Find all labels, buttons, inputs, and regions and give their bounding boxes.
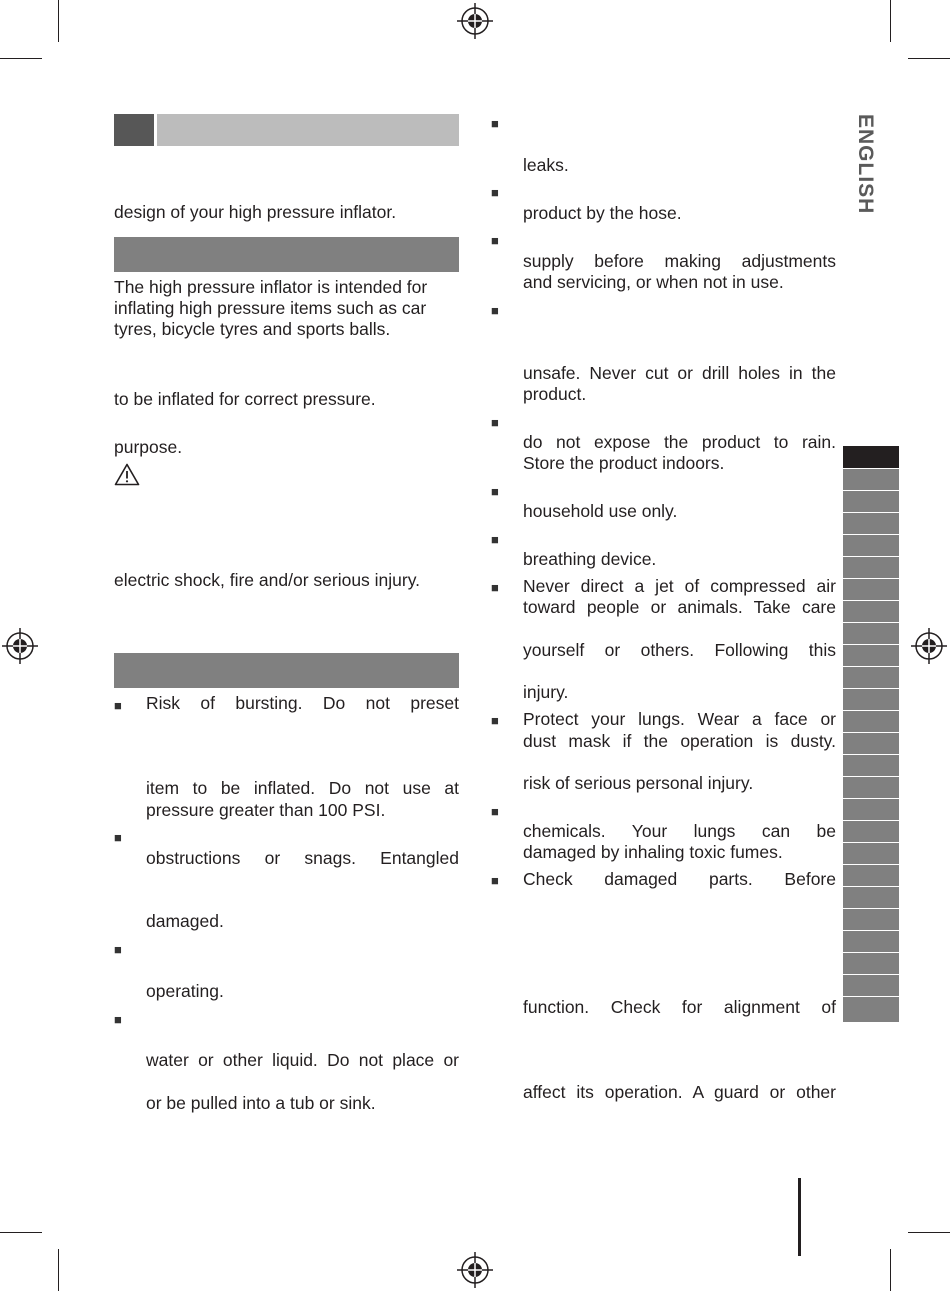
paragraph-text: to be inflated for correct pressure.: [114, 389, 376, 409]
thumb-tab: [843, 755, 899, 776]
bullet-icon: ■: [491, 415, 499, 430]
crop-mark: [908, 58, 950, 59]
right-text: Protect your lungs. Wear a face or: [523, 709, 836, 729]
thumb-tab: [843, 645, 899, 666]
right-text: do not expose the product to rain.: [523, 432, 836, 452]
thumb-tab: [843, 843, 899, 864]
bullet-icon: ■: [114, 698, 122, 713]
intended-use-header-bar: [114, 237, 459, 272]
bullet-text: obstructions or snags. Entangled: [146, 848, 459, 868]
thumb-tab: [843, 953, 899, 974]
thumb-tab: [843, 535, 899, 556]
right-text: unsafe. Never cut or drill holes in the: [523, 363, 836, 383]
paragraph-text: purpose.: [114, 437, 183, 457]
right-text: damaged by inhaling toxic fumes.: [523, 842, 783, 862]
registration-mark-icon: [457, 3, 493, 39]
intended-use-text: tyres, bicycle tyres and sports balls.: [114, 319, 391, 339]
bullet-icon: ■: [491, 532, 499, 547]
bullet-icon: ■: [491, 873, 499, 888]
right-text: injury.: [523, 682, 569, 702]
crop-mark: [58, 0, 59, 42]
right-text: product.: [523, 384, 587, 404]
crop-mark: [890, 1249, 891, 1291]
thumb-tab: [843, 909, 899, 930]
thumb-tab: [843, 997, 899, 1022]
thumb-tab: [843, 689, 899, 710]
crop-mark: [890, 0, 891, 42]
thumb-tab: [843, 601, 899, 622]
right-text: Store the product indoors.: [523, 453, 725, 473]
right-text: Check damaged parts. Before: [523, 869, 836, 889]
bullet-text: item to be inflated. Do not use at: [146, 778, 459, 798]
right-text: toward people or animals. Take care: [523, 597, 836, 617]
section-number-block: [114, 114, 154, 146]
bullet-icon: ■: [491, 713, 499, 728]
right-text: and servicing, or when not in use.: [523, 272, 784, 292]
right-text: supply before making adjustments: [523, 251, 836, 271]
right-text: affect its operation. A guard or other: [523, 1082, 836, 1102]
right-text: product by the hose.: [523, 203, 682, 223]
thumb-tab: [843, 623, 899, 644]
right-text: yourself or others. Following this: [523, 640, 836, 660]
right-text: chemicals. Your lungs can be: [523, 821, 836, 841]
thumb-tab: [843, 557, 899, 578]
thumb-tab: [843, 733, 899, 754]
thumb-tab-active: [843, 446, 899, 468]
intended-use-text: inflating high pressure items such as car: [114, 298, 427, 318]
registration-mark-icon: [2, 628, 38, 664]
warning-text: electric shock, fire and/or serious injury.: [114, 570, 421, 590]
intro-text: design of your high pressure inflator.: [114, 202, 397, 222]
bullet-icon: ■: [114, 830, 122, 845]
thumb-tab: [843, 777, 899, 798]
thumb-tab: [843, 667, 899, 688]
bullet-icon: ■: [491, 116, 499, 131]
thumb-tab: [843, 931, 899, 952]
right-text: household use only.: [523, 501, 678, 521]
crop-mark: [58, 1249, 59, 1291]
thumb-tab: [843, 887, 899, 908]
bullet-icon: ■: [491, 804, 499, 819]
intended-use-text: The high pressure inflator is intended for: [114, 277, 428, 297]
safety-header-bar: [114, 653, 459, 688]
right-text: Never direct a jet of compressed air: [523, 576, 836, 596]
bullet-text: or be pulled into a tub or sink.: [146, 1093, 376, 1113]
right-text: dust mask if the operation is dusty.: [523, 731, 836, 751]
thumb-tab: [843, 711, 899, 732]
bullet-text: damaged.: [146, 911, 224, 931]
thumb-tab: [843, 469, 899, 490]
thumb-tab: [843, 799, 899, 820]
thumb-tab: [843, 865, 899, 886]
bullet-icon: ■: [491, 233, 499, 248]
section-header-bar: [157, 114, 459, 146]
thumb-tab: [843, 975, 899, 996]
bullet-text: Risk of bursting. Do not preset: [146, 693, 459, 713]
bullet-icon: ■: [114, 942, 122, 957]
bullet-icon: ■: [491, 303, 499, 318]
right-text: leaks.: [523, 155, 569, 175]
bullet-icon: ■: [491, 185, 499, 200]
thumb-tab: [843, 491, 899, 512]
right-text: risk of serious personal injury.: [523, 773, 754, 793]
right-text: function. Check for alignment of: [523, 997, 836, 1017]
bullet-icon: ■: [491, 484, 499, 499]
page-number-rule: [798, 1178, 801, 1256]
right-text: breathing device.: [523, 549, 657, 569]
bullet-text: water or other liquid. Do not place or: [146, 1050, 459, 1070]
bullet-icon: ■: [114, 1012, 122, 1027]
crop-mark: [0, 1232, 42, 1233]
warning-icon: [114, 463, 140, 486]
registration-mark-icon: [911, 628, 947, 664]
thumb-tab: [843, 821, 899, 842]
thumb-tab: [843, 513, 899, 534]
language-label: ENGLISH: [854, 114, 877, 215]
registration-mark-icon: [457, 1252, 493, 1288]
crop-mark: [908, 1232, 950, 1233]
bullet-text: pressure greater than 100 PSI.: [146, 800, 386, 820]
thumb-tab: [843, 579, 899, 600]
bullet-text: operating.: [146, 981, 224, 1001]
bullet-icon: ■: [491, 580, 499, 595]
crop-mark: [0, 58, 42, 59]
